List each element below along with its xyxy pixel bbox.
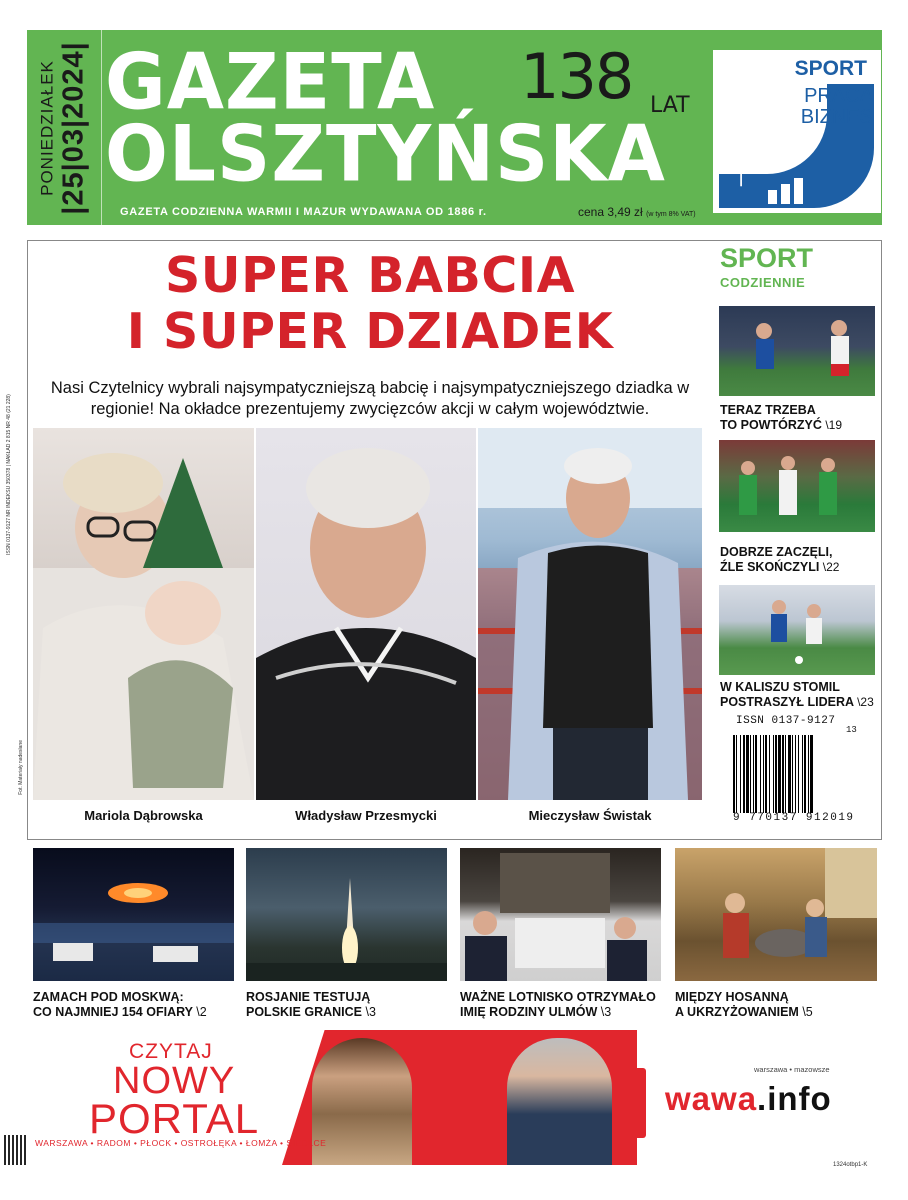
- barcode-issue-number: 13: [846, 725, 857, 735]
- news-headline-moscow-page: \2: [196, 1005, 207, 1019]
- caption-grandfather-1: Władysław Przesmycki: [295, 808, 437, 823]
- price-value: cena 3,49 zł: [578, 205, 643, 219]
- anniversary-unit: LAT: [650, 93, 690, 118]
- sport-headline-2[interactable]: [720, 545, 839, 575]
- sport-photo-3-illustration: [719, 585, 875, 675]
- issue-date-value: |25|03|2024|: [57, 41, 90, 215]
- sport-headline-1-page: \19: [825, 418, 843, 432]
- sport-headline-1[interactable]: [720, 403, 842, 433]
- sport-photo-3[interactable]: [719, 585, 875, 675]
- sport-headline-1-line2: TO POWTÓRZYĆ: [720, 418, 822, 432]
- photo-credit: Fot. Materiały nadesłane: [18, 740, 24, 795]
- barcode: [733, 735, 863, 813]
- sport-photo-2[interactable]: [719, 440, 875, 532]
- sport-section-subtitle: CODZIENNIE: [720, 275, 806, 290]
- grandmother-illustration: [33, 428, 254, 800]
- sigismund-column-icon: [632, 1068, 646, 1138]
- date-strip: [27, 30, 102, 225]
- cover-headline[interactable]: [40, 248, 700, 360]
- sport-photo-2-illustration: [719, 440, 875, 532]
- ad-czytaj: CZYTAJ: [129, 1040, 213, 1063]
- issn-label: ISSN 0137-9127: [736, 715, 836, 727]
- news-headline-missile[interactable]: [246, 990, 376, 1020]
- masthead-tagline: GAZETA CODZIENNA WARMII I MAZUR WYDAWANA OD 1886 r.: [120, 206, 487, 218]
- issue-date: [38, 41, 91, 214]
- news-headline-airport-page: \3: [600, 1005, 612, 1019]
- news-photo-painting-illustration: [675, 848, 877, 981]
- news-headline-painting-line2: A UKRZYŻOWANIEM: [675, 1005, 799, 1019]
- news-headline-missile-line2: POLSKIE GRANICE: [246, 1005, 362, 1019]
- anniversary-number: 138: [520, 40, 633, 113]
- news-headline-moscow-line2: CO NAJMNIEJ 154 OFIARY: [33, 1005, 193, 1019]
- sport-headline-3-line1: W KALISZU STOMIL: [720, 680, 840, 694]
- news-photo-moscow-illustration: [33, 848, 234, 981]
- ad-portal: PORTAL: [89, 1095, 260, 1142]
- newspaper-title-line2: OLSZTYŃSKA: [105, 108, 666, 200]
- promo-biznes-label: BIZNES: [800, 106, 873, 128]
- news-headline-painting-page: \5: [802, 1005, 813, 1019]
- footer-code: 1324otbp1-K: [833, 1162, 868, 1168]
- qr-code-icon[interactable]: [4, 1135, 26, 1165]
- ad-nowy: NOWY: [113, 1060, 236, 1102]
- issue-day: PONIEDZIAŁEK: [37, 60, 57, 196]
- sport-headline-3[interactable]: [720, 680, 874, 710]
- news-headline-airport-line1: WAŻNE LOTNISKO OTRZYMAŁO: [460, 990, 656, 1004]
- logo-wawa: wawa: [665, 1080, 758, 1117]
- news-headline-moscow[interactable]: [33, 990, 207, 1020]
- sport-section-title: SPORT: [720, 243, 814, 273]
- news-photo-missile[interactable]: [246, 848, 447, 981]
- sport-headline-3-line2: POSTRASZYŁ LIDERA: [720, 695, 854, 709]
- barcode-bar: [813, 735, 814, 813]
- promo-sport-label: SPORT: [794, 57, 867, 80]
- news-photo-airport-illustration: [460, 848, 661, 981]
- news-headline-painting-line1: MIĘDZY HOSANNĄ: [675, 990, 789, 1004]
- promo-praca-biznes: [773, 86, 873, 128]
- news-headline-missile-page: \3: [365, 1005, 376, 1019]
- price: [578, 205, 696, 219]
- barcode-number: 9 770137 912019: [733, 812, 855, 824]
- news-headline-painting[interactable]: [675, 990, 813, 1020]
- photo-grandfather-1[interactable]: [256, 428, 476, 800]
- cover-lead: Nasi Czytelnicy wybrali najsympatyczniejszą babcię i najsympatyczniejszego dziadka w regionie! Na okładce prezentujemy zwycięzców akcji w całym województwie.: [50, 379, 690, 419]
- logo-info: .info: [757, 1080, 832, 1117]
- sport-photo-1[interactable]: [719, 306, 875, 396]
- sport-headline-2-line1: DOBRZE ZACZĘLI,: [720, 545, 833, 559]
- photo-grandmother[interactable]: [33, 428, 254, 800]
- ad-region: warszawa • mazowsze: [754, 1065, 830, 1074]
- supplement-promo: [713, 50, 881, 213]
- ad-cities: WARSZAWA • RADOM • PŁOCK • OSTROŁĘKA • ŁOMŻA • SIEDLCE: [35, 1138, 327, 1148]
- news-photo-missile-illustration: [246, 848, 447, 981]
- ad-couple-image: [312, 1038, 412, 1165]
- grandfather-1-illustration: [256, 428, 476, 800]
- issn-side-code: ISSN 0137-9127 NR INDEKSU 350378 | NAKŁAD 2 815 NR 48 (21 228): [6, 394, 12, 555]
- caption-grandmother: Mariola Dąbrowska: [84, 808, 203, 823]
- grandfather-2-illustration: [478, 428, 702, 800]
- caption-grandfather-2: Mieczysław Świstak: [528, 808, 652, 823]
- up-arrow-icon: ↑: [731, 150, 751, 194]
- headline-line1: SUPER BABCIA: [165, 247, 575, 304]
- news-headline-moscow-line1: ZAMACH POD MOSKWĄ:: [33, 990, 184, 1004]
- promo-praca-label: PRACA: [804, 85, 873, 107]
- portal-ad-banner[interactable]: [27, 1030, 882, 1165]
- sport-headline-2-line2: ŹLE SKOŃCZYLI: [720, 560, 820, 574]
- headline-line2: I SUPER DZIADEK: [126, 302, 614, 360]
- news-photo-moscow[interactable]: [33, 848, 234, 981]
- bar-chart-icon: [768, 178, 807, 204]
- ad-seniors-image: [507, 1038, 612, 1165]
- news-photo-airport[interactable]: [460, 848, 661, 981]
- news-photo-painting[interactable]: [675, 848, 877, 981]
- photo-grandfather-2[interactable]: [478, 428, 702, 800]
- news-headline-missile-line1: ROSJANIE TESTUJĄ: [246, 990, 371, 1004]
- newspaper-title-line1: GAZETA: [105, 36, 436, 128]
- sport-headline-3-page: \23: [857, 695, 874, 709]
- news-headline-airport[interactable]: [460, 990, 656, 1020]
- sport-headline-2-page: \22: [822, 560, 840, 574]
- sport-headline-1-line1: TERAZ TRZEBA: [720, 403, 816, 417]
- price-note: (w tym 8% VAT): [646, 211, 696, 218]
- wawa-info-logo[interactable]: [665, 1080, 832, 1118]
- sport-photo-1-illustration: [719, 306, 875, 396]
- news-headline-airport-line2: IMIĘ RODZINY ULMÓW: [460, 1005, 598, 1019]
